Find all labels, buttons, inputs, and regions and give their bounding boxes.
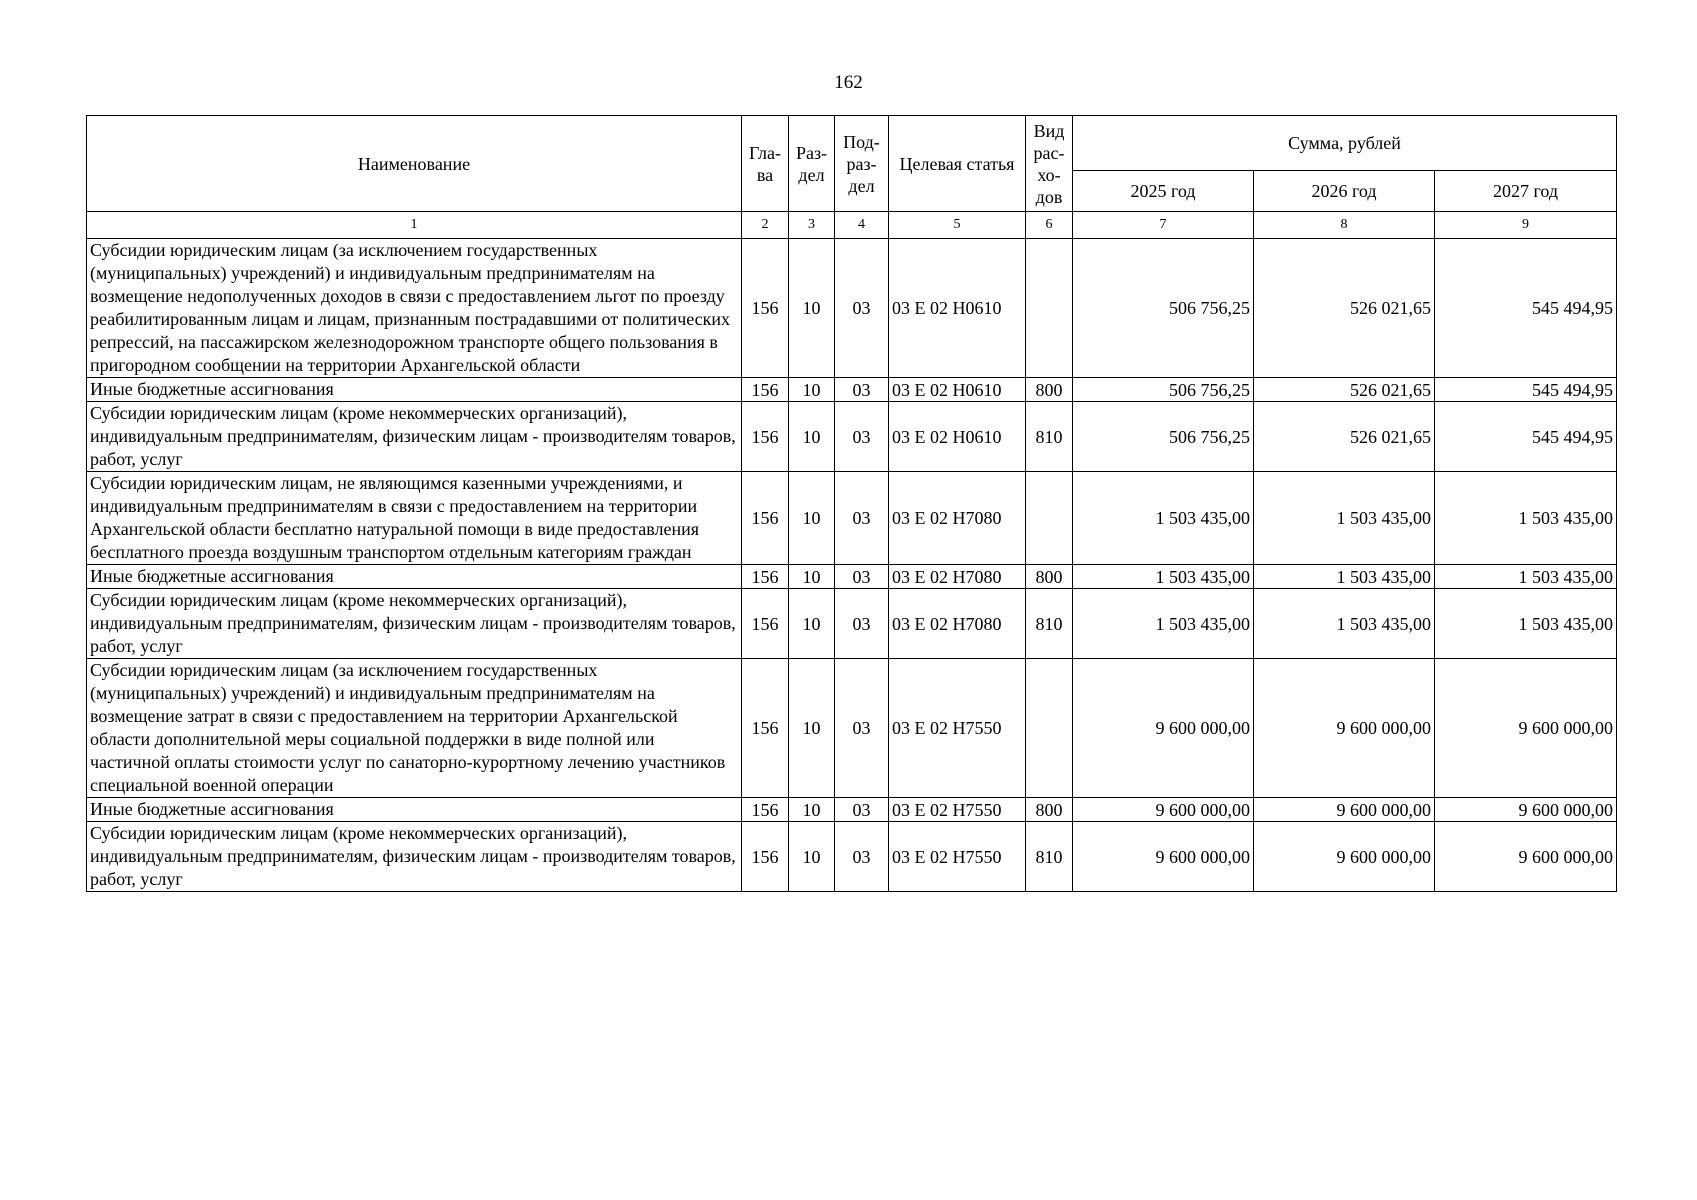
row-sum-2025: 506 756,25 xyxy=(1073,239,1254,378)
header-podrazdel: Под- раз- дел xyxy=(835,116,889,212)
budget-table xyxy=(86,115,1617,892)
row-razdel: 10 xyxy=(789,472,835,565)
table-row xyxy=(87,402,1617,472)
row-podrazdel: 03 xyxy=(835,472,889,565)
row-sum-2026: 9 600 000,00 xyxy=(1254,659,1435,798)
header-vid-raskhodov: Вид рас- хо- дов xyxy=(1026,116,1073,212)
row-sum-2025: 506 756,25 xyxy=(1073,402,1254,472)
row-sum-2027: 9 600 000,00 xyxy=(1435,822,1617,892)
header-razdel: Раз- дел xyxy=(789,116,835,212)
column-number: 9 xyxy=(1435,212,1617,239)
row-tselevaya-statya: 03 Е 02 Н7080 xyxy=(889,589,1026,659)
row-vid-raskhodov: 810 xyxy=(1026,402,1073,472)
row-podrazdel: 03 xyxy=(835,659,889,798)
row-podrazdel: 03 xyxy=(835,589,889,659)
column-number: 5 xyxy=(889,212,1026,239)
row-razdel: 10 xyxy=(789,589,835,659)
row-podrazdel: 03 xyxy=(835,402,889,472)
row-sum-2026: 526 021,65 xyxy=(1254,378,1435,402)
row-sum-2027: 545 494,95 xyxy=(1435,402,1617,472)
row-sum-2027: 1 503 435,00 xyxy=(1435,472,1617,565)
row-vid-raskhodov: 800 xyxy=(1026,798,1073,822)
header-name: Наименование xyxy=(87,116,742,212)
column-numbers-row xyxy=(87,212,1617,239)
table-row xyxy=(87,659,1617,798)
header-summa: Сумма, рублей xyxy=(1073,116,1617,171)
row-sum-2027: 1 503 435,00 xyxy=(1435,589,1617,659)
row-tselevaya-statya: 03 Е 02 Н7080 xyxy=(889,565,1026,589)
row-podrazdel: 03 xyxy=(835,239,889,378)
page-number: 162 xyxy=(834,72,863,93)
table-row xyxy=(87,798,1617,822)
column-number: 3 xyxy=(789,212,835,239)
column-number: 4 xyxy=(835,212,889,239)
row-tselevaya-statya: 03 Е 02 Н7550 xyxy=(889,798,1026,822)
row-sum-2027: 545 494,95 xyxy=(1435,239,1617,378)
header-year-2026: 2026 год xyxy=(1254,171,1435,212)
header-year-2027: 2027 год xyxy=(1435,171,1617,212)
table-row xyxy=(87,378,1617,402)
row-razdel: 10 xyxy=(789,378,835,402)
table-body xyxy=(87,239,1617,892)
row-sum-2027: 9 600 000,00 xyxy=(1435,798,1617,822)
row-glava: 156 xyxy=(742,239,789,378)
row-podrazdel: 03 xyxy=(835,378,889,402)
row-name: Иные бюджетные ассигнования xyxy=(87,378,742,402)
column-number: 7 xyxy=(1073,212,1254,239)
column-number: 2 xyxy=(742,212,789,239)
row-tselevaya-statya: 03 Е 02 Н7080 xyxy=(889,472,1026,565)
row-razdel: 10 xyxy=(789,822,835,892)
row-vid-raskhodov: 800 xyxy=(1026,378,1073,402)
row-sum-2027: 545 494,95 xyxy=(1435,378,1617,402)
row-name: Субсидии юридическим лицам, не являющимся казенными учреждениями, и индивидуальным предпринимателям в связи с предоставлением на территории Архангельской области бесплатно натуральной помощи в виде предоставления бесплатного проезда воздушным транспортом отдельным категориям граждан xyxy=(87,472,742,565)
row-glava: 156 xyxy=(742,589,789,659)
row-glava: 156 xyxy=(742,378,789,402)
row-razdel: 10 xyxy=(789,659,835,798)
row-sum-2026: 1 503 435,00 xyxy=(1254,565,1435,589)
row-vid-raskhodov xyxy=(1026,472,1073,565)
row-razdel: 10 xyxy=(789,565,835,589)
row-sum-2025: 1 503 435,00 xyxy=(1073,565,1254,589)
table-header xyxy=(87,116,1617,239)
column-number: 8 xyxy=(1254,212,1435,239)
row-glava: 156 xyxy=(742,798,789,822)
row-sum-2025: 9 600 000,00 xyxy=(1073,798,1254,822)
row-sum-2027: 1 503 435,00 xyxy=(1435,565,1617,589)
table-row xyxy=(87,822,1617,892)
column-number: 1 xyxy=(87,212,742,239)
table-row xyxy=(87,565,1617,589)
row-vid-raskhodov xyxy=(1026,239,1073,378)
row-sum-2025: 9 600 000,00 xyxy=(1073,822,1254,892)
header-tselevaya-statya: Целевая статья xyxy=(889,116,1026,212)
row-podrazdel: 03 xyxy=(835,565,889,589)
table-row xyxy=(87,239,1617,378)
row-glava: 156 xyxy=(742,659,789,798)
row-tselevaya-statya: 03 Е 02 Н0610 xyxy=(889,239,1026,378)
row-vid-raskhodov xyxy=(1026,659,1073,798)
row-name: Иные бюджетные ассигнования xyxy=(87,565,742,589)
row-name: Иные бюджетные ассигнования xyxy=(87,798,742,822)
row-sum-2025: 1 503 435,00 xyxy=(1073,589,1254,659)
row-razdel: 10 xyxy=(789,798,835,822)
row-glava: 156 xyxy=(742,472,789,565)
row-sum-2026: 9 600 000,00 xyxy=(1254,798,1435,822)
table-row xyxy=(87,589,1617,659)
row-tselevaya-statya: 03 Е 02 Н7550 xyxy=(889,659,1026,798)
row-vid-raskhodov: 810 xyxy=(1026,589,1073,659)
header-glava: Гла- ва xyxy=(742,116,789,212)
row-sum-2026: 1 503 435,00 xyxy=(1254,472,1435,565)
row-sum-2026: 526 021,65 xyxy=(1254,239,1435,378)
row-sum-2027: 9 600 000,00 xyxy=(1435,659,1617,798)
row-name: Субсидии юридическим лицам (кроме некоммерческих организаций), индивидуальным предпринимателям, физическим лицам - производителям товаров, работ, услуг xyxy=(87,589,742,659)
row-podrazdel: 03 xyxy=(835,798,889,822)
row-glava: 156 xyxy=(742,565,789,589)
table-row xyxy=(87,472,1617,565)
row-name: Субсидии юридическим лицам (кроме некоммерческих организаций), индивидуальным предпринимателям, физическим лицам - производителям товаров, работ, услуг xyxy=(87,402,742,472)
row-tselevaya-statya: 03 Е 02 Н7550 xyxy=(889,822,1026,892)
row-name: Субсидии юридическим лицам (за исключением государственных (муниципальных) учреждений) и индивидуальным предпринимателям на возмещение недополученных доходов в связи с предоставлением льгот по проезду реабилитированным лицам и лицам, признанным пострадавшими от политических репрессий, на пассажирском железнодорожном транспорте общего пользования в пригородном сообщении на территории Архангельской области xyxy=(87,239,742,378)
row-name: Субсидии юридическим лицам (кроме некоммерческих организаций), индивидуальным предпринимателям, физическим лицам - производителям товаров, работ, услуг xyxy=(87,822,742,892)
row-sum-2026: 1 503 435,00 xyxy=(1254,589,1435,659)
header-year-2025: 2025 год xyxy=(1073,171,1254,212)
row-razdel: 10 xyxy=(789,402,835,472)
row-tselevaya-statya: 03 Е 02 Н0610 xyxy=(889,378,1026,402)
row-razdel: 10 xyxy=(789,239,835,378)
row-sum-2026: 9 600 000,00 xyxy=(1254,822,1435,892)
column-number: 6 xyxy=(1026,212,1073,239)
row-podrazdel: 03 xyxy=(835,822,889,892)
row-sum-2025: 506 756,25 xyxy=(1073,378,1254,402)
row-sum-2026: 526 021,65 xyxy=(1254,402,1435,472)
row-vid-raskhodov: 810 xyxy=(1026,822,1073,892)
row-name: Субсидии юридическим лицам (за исключением государственных (муниципальных) учреждений) и индивидуальным предпринимателям на возмещение затрат в связи с предоставлением на территории Архангельской области дополнительной меры социальной поддержки в виде полной или частичной оплаты стоимости услуг по санаторно-курортному лечению участников специальной военной операции xyxy=(87,659,742,798)
row-glava: 156 xyxy=(742,822,789,892)
row-tselevaya-statya: 03 Е 02 Н0610 xyxy=(889,402,1026,472)
row-sum-2025: 1 503 435,00 xyxy=(1073,472,1254,565)
row-sum-2025: 9 600 000,00 xyxy=(1073,659,1254,798)
row-vid-raskhodov: 800 xyxy=(1026,565,1073,589)
row-glava: 156 xyxy=(742,402,789,472)
